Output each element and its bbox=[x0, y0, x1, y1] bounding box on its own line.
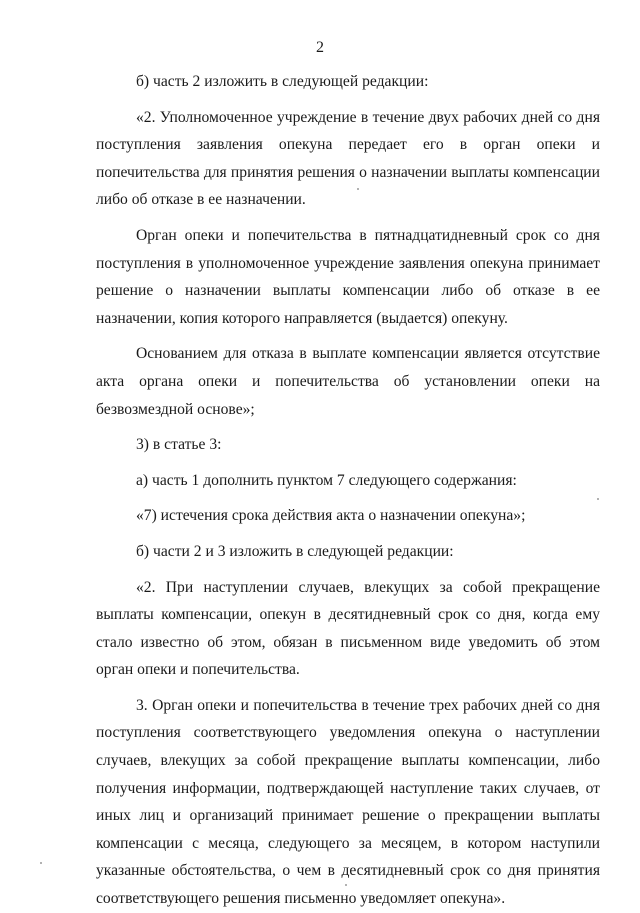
page-number: 2 bbox=[316, 39, 324, 56]
paragraph-part3-termination: 3. Орган опеки и попечительства в течение трех рабочих дней со дня поступления соответствующего уведомления опекуна о наступлении случаев, влекущих за собой прекращение выплаты компенсации, либо получения информации, подтверждающей наступление таких случаев, от иных лиц и организаций принимает решение о прекращении выплаты компенсации с месяца, следующего за месяцем, в котором наступили указанные обстоятельства, о чем в десятидневный срок со дня принятия соответствующего решения письменно уведомляет опекуна». bbox=[96, 696, 600, 908]
scan-speck bbox=[40, 862, 42, 864]
paragraph-item-b-parts2-3: б) части 2 и 3 изложить в следующей редакции: bbox=[136, 542, 454, 560]
paragraph-item-b-part2: б) часть 2 изложить в следующей редакции: bbox=[136, 73, 429, 90]
paragraph-guardianship-decision: Орган опеки и попечительства в пятнадцатидневный срок со дня поступления в уполномоченное учреждение заявления опекуна принимает решение о назначении выплаты компенсации либо об отказе в ее назначении, копия которого направляется (выдается) опекуну. bbox=[96, 226, 600, 327]
paragraph-point7: «7) истечения срока действия акта о назначении опекуна»; bbox=[136, 507, 526, 525]
scan-speck bbox=[345, 884, 347, 886]
scan-speck bbox=[357, 188, 359, 190]
paragraph-article3: 3) в статье 3: bbox=[136, 436, 222, 454]
document-body bbox=[96, 68, 600, 913]
scan-speck bbox=[597, 498, 599, 500]
paragraph-part2-authorized-institution: «2. Уполномоченное учреждение в течение двух рабочих дней со дня поступления заявления опекуна передает его в орган опеки и попечительства для принятия решения о назначении выплаты компенсации либо об отказе в ее назначении. bbox=[96, 108, 600, 209]
paragraph-item-a-part1: а) часть 1 дополнить пунктом 7 следующего содержания: bbox=[136, 471, 517, 489]
paragraph-part2-guardian-notice: «2. При наступлении случаев, влекущих за собой прекращение выплаты компенсации, опекун в десятидневный срок со дня, когда ему стало известно об этом, обязан в письменном виде уведомить об этом орган опеки и попечительства. bbox=[96, 578, 600, 679]
paragraph-refusal-grounds: Основанием для отказа в выплате компенсации является отсутствие акта органа опеки и попечительства об установлении опеки на безвозмездной основе»; bbox=[96, 345, 600, 418]
